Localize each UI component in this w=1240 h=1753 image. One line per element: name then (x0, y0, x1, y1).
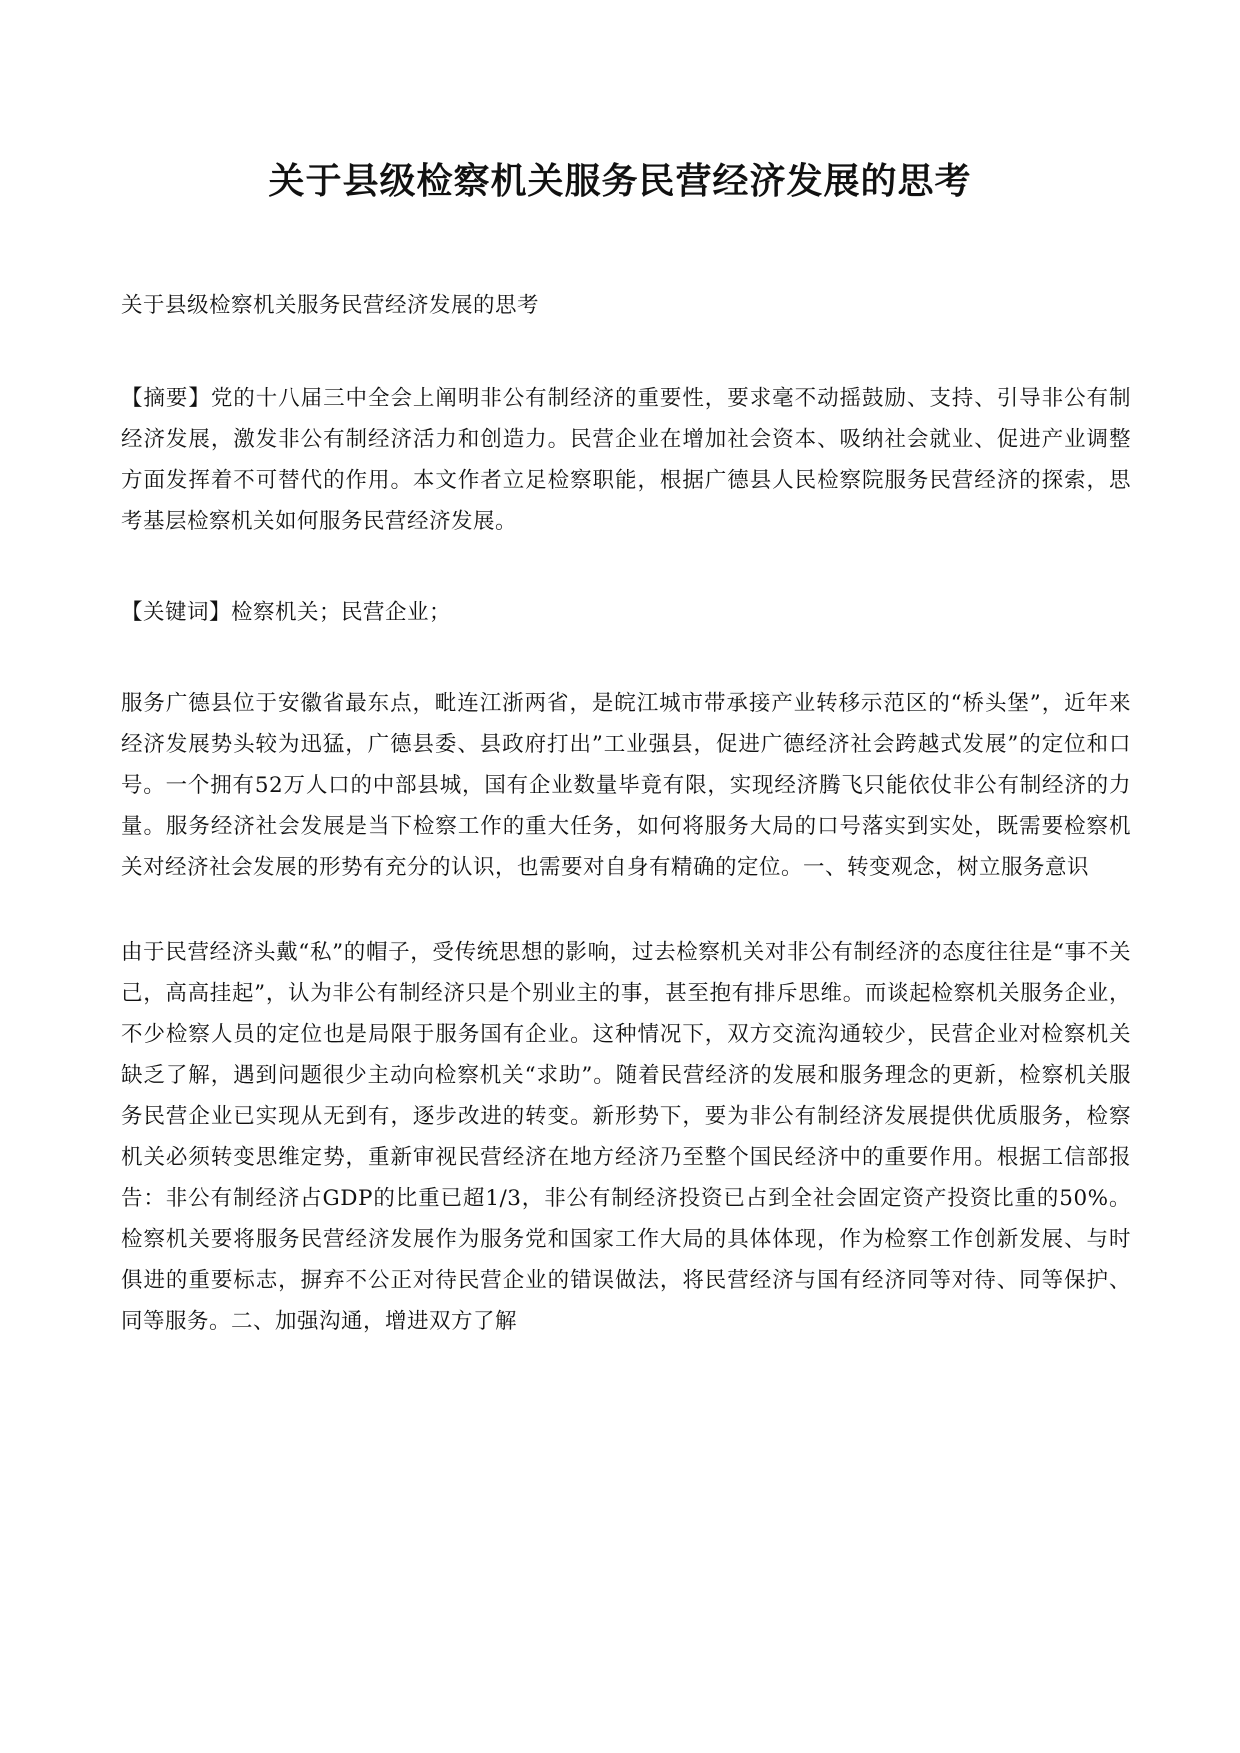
body-paragraph: 由于民营经济头戴“私”的帽子，受传统思想的影响，过去检察机关对非公有制经济的态度往往是“事不关己，高高挂起”，认为非公有制经济只是个别业主的事，甚至抱有排斥思维。而谈起检察机关服务企业，不少检察人员的定位也是局限于服务国有企业。这种情况下，双方交流沟通较少，民营企业对检察机关缺乏了解，遇到问题很少主动向检察机关“求助”。随着民营经济的发展和服务理念的更新，检察机关服务民营企业已实现从无到有，逐步改进的转变。新形势下，要为非公有制经济发展提供优质服务，检察机关必须转变思维定势，重新审视民营经济在地方经济乃至整个国民经济中的重要作用。根据工信部报告：非公有制经济占GDP的比重已超1/3，非公有制经济投资已占到全社会固定资产投资比重的50%。检察机关要将服务民营经济发展作为服务党和国家工作大局的具体体现，作为检察工作创新发展、与时俱进的重要标志，摒弃不公正对待民营企业的错误做法，将民营经济与国有经济同等对待、同等保护、同等服务。二、加强沟通，增进双方了解 (121, 940, 1131, 1334)
abstract-paragraph: 【摘要】党的十八届三中全会上阐明非公有制经济的重要性，要求毫不动摇鼓励、支持、引导非公有制经济发展，激发非公有制经济活力和创造力。民营企业在增加社会资本、吸纳社会就业、促进产业调整方面发挥着不可替代的作用。本文作者立足检察职能，根据广德县人民检察院服务民营经济的探索，思考基层检察机关如何服务民营经济发展。 (121, 386, 1131, 534)
document-subtitle: 关于县级检察机关服务民营经济发展的思考 (121, 293, 540, 318)
document-title: 关于县级检察机关服务民营经济发展的思考 (268, 160, 972, 202)
body-paragraph: 服务广德县位于安徽省最东点，毗连江浙两省，是皖江城市带承接产业转移示范区的“桥头堡”，近年来经济发展势头较为迅猛，广德县委、县政府打出”工业强县，促进广德经济社会跨越式发展”的定位和口号。一个拥有52万人口的中部县城，国有企业数量毕竟有限，实现经济腾飞只能依仗非公有制经济的力量。服务经济社会发展是当下检察工作的重大任务，如何将服务大局的口号落实到实处，既需要检察机关对经济社会发展的形势有充分的认识，也需要对自身有精确的定位。一、转变观念，树立服务意识 (121, 691, 1131, 880)
keywords-paragraph: 【关键词】检察机关；民营企业； (121, 600, 452, 625)
document-body (121, 285, 1131, 1386)
